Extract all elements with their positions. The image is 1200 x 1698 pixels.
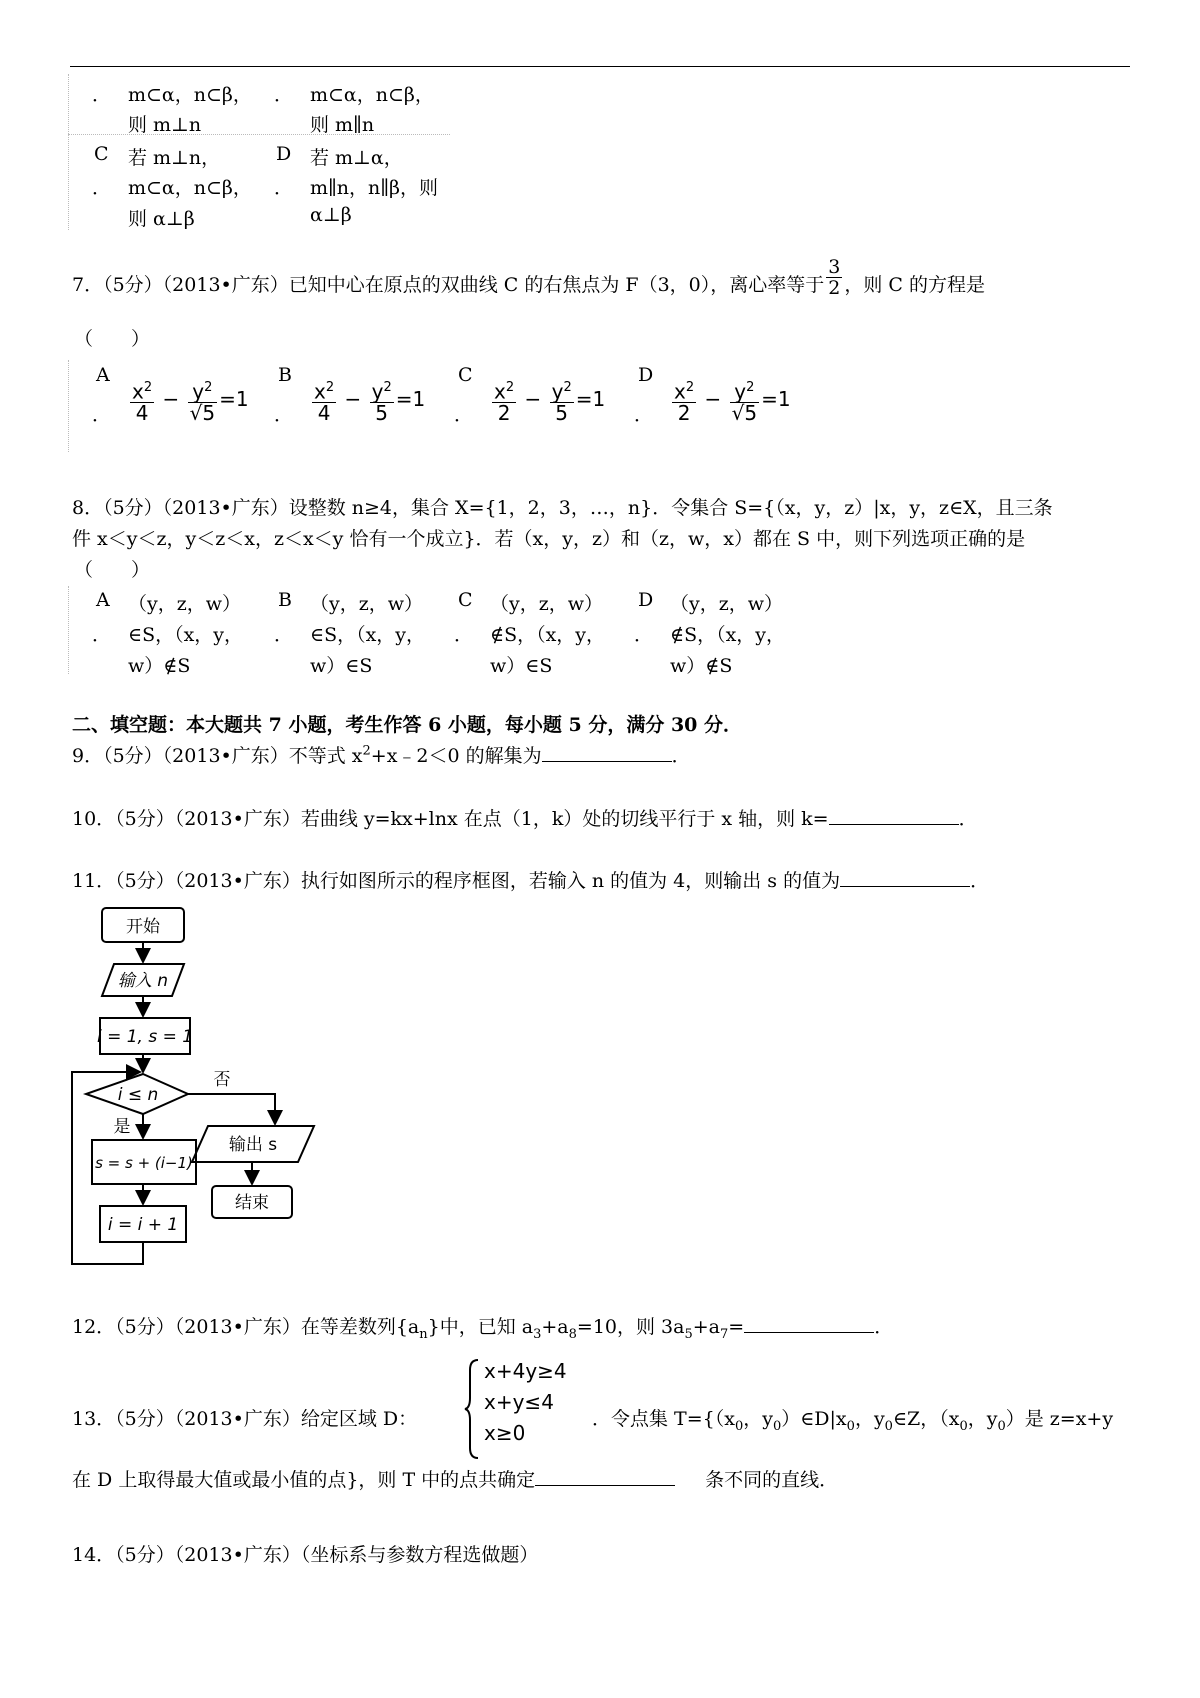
q8-answer-paren: （ ）: [74, 559, 151, 581]
q13-inequality-3: x≥0: [484, 1421, 526, 1445]
flowchart-init-label: i = 1, s = 1: [96, 1027, 194, 1047]
flowchart-increment-label: i = i + 1: [107, 1215, 179, 1235]
flowchart-input-label: 输入 n: [117, 971, 169, 991]
program-flowchart: [70, 900, 360, 1270]
q8-option-c-line1: （y，z，w）: [490, 593, 604, 615]
q6-option-d-line1: 若 m⊥α，: [310, 147, 403, 169]
q8-option-d-line1: （y，z，w）: [670, 593, 784, 615]
q7-option-c-letter: C: [458, 364, 473, 386]
q6-option-c-line1: 若 m⊥n，: [128, 147, 221, 169]
flowchart-start-label: 开始: [126, 917, 160, 937]
section-heading-fill-in: 二、填空题：本大题共 7 小题，考生作答 6 小题，每小题 5 分，满分 30 分．: [72, 714, 743, 736]
q8-stem-line2: 件 x＜y＜z，y＜z＜x，z＜x＜y 恰有一个成立}．若（x，y，z）和（z，w，x）都在 S 中，则下列选项正确的是: [72, 528, 1026, 550]
q6-option-b-line1: m⊂α，n⊂β，: [310, 84, 434, 106]
q8-option-d-line3: w）∉S: [670, 655, 733, 677]
q8-option-b-letter: B: [278, 589, 292, 611]
q8-option-d-letter: D: [638, 589, 654, 611]
q10-stem: 10．（5分）（2013•广东）若曲线 y=kx+lnx 在点（1，k）处的切线平行于 x 轴，则 k= ．: [72, 808, 978, 830]
q9-stem: 9．（5分）（2013•广东）不等式 $x^2+x﹣2<0$ 的解集为 ．: [72, 743, 691, 767]
q8-option-d-line2: ∉S，（x，y，: [670, 624, 786, 646]
q13-answer-blank[interactable]: [535, 1467, 675, 1486]
q13-inequality-2: x+y≤4: [484, 1390, 554, 1414]
q13-inequality-1: x+4y≥4: [484, 1359, 567, 1383]
q11-answer-blank[interactable]: [840, 868, 970, 887]
q6-option-d-line2: m∥n，n∥β，则: [310, 177, 439, 199]
q7-stem: 7．（5分）（2013•广东）已知中心在原点的双曲线 C 的右焦点为 F（3，0），离心率等于 $\frac{3}{2}$ ，则 C 的方程是: [72, 255, 985, 299]
q12-answer-blank[interactable]: [744, 1314, 874, 1333]
q12-stem: 12．（5分）（2013•广东）在等差数列$\{a_n\}$中，已知 $a_3+a_8=10$，则 $3a_5+a_7=$ ．: [72, 1316, 894, 1342]
q14-stem: 14．（5分）（2013•广东）（坐标系与参数方程选做题）: [72, 1544, 539, 1566]
q6-option-a-line1: m⊂α，n⊂β，: [128, 84, 252, 106]
q6-option-c-letter: C: [94, 143, 109, 165]
q7-option-a-letter: A: [96, 364, 110, 386]
q6-option-a-line2: 则 m⊥n: [128, 114, 202, 136]
header-rule: [70, 66, 1130, 67]
q6-option-b-line2: 则 m∥n: [310, 114, 375, 136]
q13-stem-line2: 在 D 上取得最大值或最小值的点}，则 T 中的点共确定 条不同的直线．: [72, 1469, 839, 1491]
q7-option-b-equation: $\frac{x^2}{4}$ − $\frac{y^2}{5}$ =1: [314, 379, 426, 425]
q8-option-b-line2: ∈S，（x，y，: [310, 624, 426, 646]
flowchart-condition-label: i ≤ n: [117, 1085, 159, 1105]
q7-option-c-equation: $\frac{x^2}{2}$ − $\frac{y^2}{5}$ =1: [494, 379, 606, 425]
q8-option-a-letter: A: [96, 589, 110, 611]
q8-option-a-line1: （y，z，w）: [128, 593, 242, 615]
q13-system-brace: [464, 1358, 480, 1460]
q7-option-d-equation: $\frac{x^2}{2}$ − $\frac{y^2}{√5}$ =1: [674, 379, 791, 425]
q6-option-c-line2: m⊂α，n⊂β，: [128, 177, 252, 199]
q13-stem-intro: 13．（5分）（2013•广东）给定区域 D：: [72, 1408, 418, 1430]
q8-option-b-line1: （y，z，w）: [310, 593, 424, 615]
q8-option-c-line2: ∉S，（x，y，: [490, 624, 606, 646]
q8-option-c-letter: C: [458, 589, 473, 611]
flowchart-output-label: 输出 s: [228, 1135, 278, 1155]
flowchart-no-label: 否: [213, 1070, 231, 1090]
q11-stem: 11．（5分）（2013•广东）执行如图所示的程序框图，若输入 n 的值为 4，则输出 s 的值为 ．: [72, 870, 990, 892]
q6-option-d-letter: D: [276, 143, 292, 165]
q8-option-a-line2: ∈S，（x，y，: [128, 624, 244, 646]
flowchart-end-label: 结束: [235, 1193, 269, 1213]
q6-option-d-line3: α⊥β: [310, 204, 352, 226]
q7-option-a-equation: $\frac{x^2}{4}$ − $\frac{y^2}{√5}$ =1: [132, 379, 249, 425]
q13-inequality-system: [484, 1356, 567, 1449]
q13-stem-setT: ．令点集 $T=\{(x_0$，$y_0)\in D|x_0$，$y_0\in Z$，（$x_0$，$y_0$）是 z=x+y: [592, 1408, 1114, 1434]
q7-eccentricity-fraction: $\frac{3}{2}$: [828, 255, 841, 299]
flowchart-body-label: s = s + (i−1): [95, 1154, 193, 1172]
q7-option-d-letter: D: [638, 364, 654, 386]
q10-answer-blank[interactable]: [829, 806, 959, 825]
q7-answer-paren: （ ）: [74, 328, 151, 350]
q8-option-a-line3: w）∉S: [128, 655, 191, 677]
q8-option-b-line3: w）∈S: [310, 655, 373, 677]
q9-answer-blank[interactable]: [542, 743, 672, 762]
q8-stem-line1: 8．（5分）（2013•广东）设整数 n≥4，集合 X={1，2，3，…，n}．令集合 S={（x，y，z）|x，y，z∈X，且三条: [72, 497, 1053, 519]
q6-option-c-line3: 则 α⊥β: [128, 208, 195, 230]
q8-option-c-line3: w）∈S: [490, 655, 553, 677]
q7-option-b-letter: B: [278, 364, 292, 386]
flowchart-yes-label: 是: [113, 1117, 131, 1137]
